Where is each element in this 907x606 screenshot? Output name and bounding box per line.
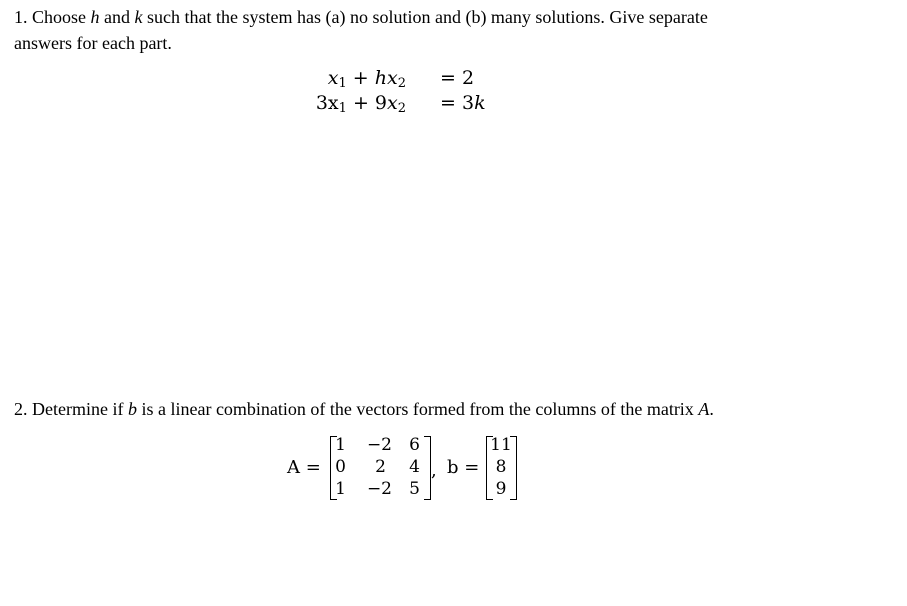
matrix-cell: 5 bbox=[409, 479, 420, 499]
equation-1-rhs: = 2 bbox=[440, 67, 475, 89]
matrix-comma: , bbox=[431, 460, 437, 481]
equation-2-lhs: $3x_1 + 9x_2$ bbox=[315, 92, 406, 116]
matrix-cell: −2 bbox=[366, 435, 392, 455]
matrix-cell: 1 bbox=[335, 479, 346, 499]
var-k: k bbox=[134, 7, 143, 27]
vector-cell: 9 bbox=[495, 479, 507, 499]
matrix-cell: 4 bbox=[409, 457, 420, 477]
matrix-a-label: A = bbox=[287, 457, 321, 478]
equation-2-rhs: = 3k bbox=[440, 92, 486, 114]
vector-b-label: b = bbox=[447, 457, 480, 478]
var-b: b bbox=[127, 399, 137, 419]
p1-text: 1. Choose bbox=[14, 7, 91, 27]
var-A: A bbox=[698, 399, 710, 419]
var-h: h bbox=[90, 7, 100, 27]
vector-cell: 11 bbox=[490, 435, 512, 455]
p2-text: is a linear combination of the vectors formed from the columns of the matrix bbox=[136, 399, 699, 419]
p2-text: . bbox=[709, 399, 714, 419]
p2-text: 2. Determine if bbox=[14, 399, 128, 419]
vector-cell: 8 bbox=[495, 457, 507, 477]
matrix-cell: 6 bbox=[409, 435, 420, 455]
problem-1-line-1 bbox=[14, 4, 708, 30]
problem-2-statement bbox=[14, 396, 714, 422]
equation-1-lhs: $x_1 + hx_2$ bbox=[327, 67, 406, 91]
problem-1-line-2: answers for each part. bbox=[14, 33, 172, 53]
matrix-cell: 0 bbox=[335, 457, 346, 477]
matrix-cell: 2 bbox=[375, 457, 386, 477]
matrix-cell: 1 bbox=[335, 435, 346, 455]
p1-text: such that the system has (a) no solution and (b) many solutions. Give separate bbox=[142, 7, 708, 27]
matrix-cell: −2 bbox=[366, 479, 392, 499]
matrix-a-right-bracket bbox=[424, 436, 431, 500]
p1-text: and bbox=[99, 7, 135, 27]
